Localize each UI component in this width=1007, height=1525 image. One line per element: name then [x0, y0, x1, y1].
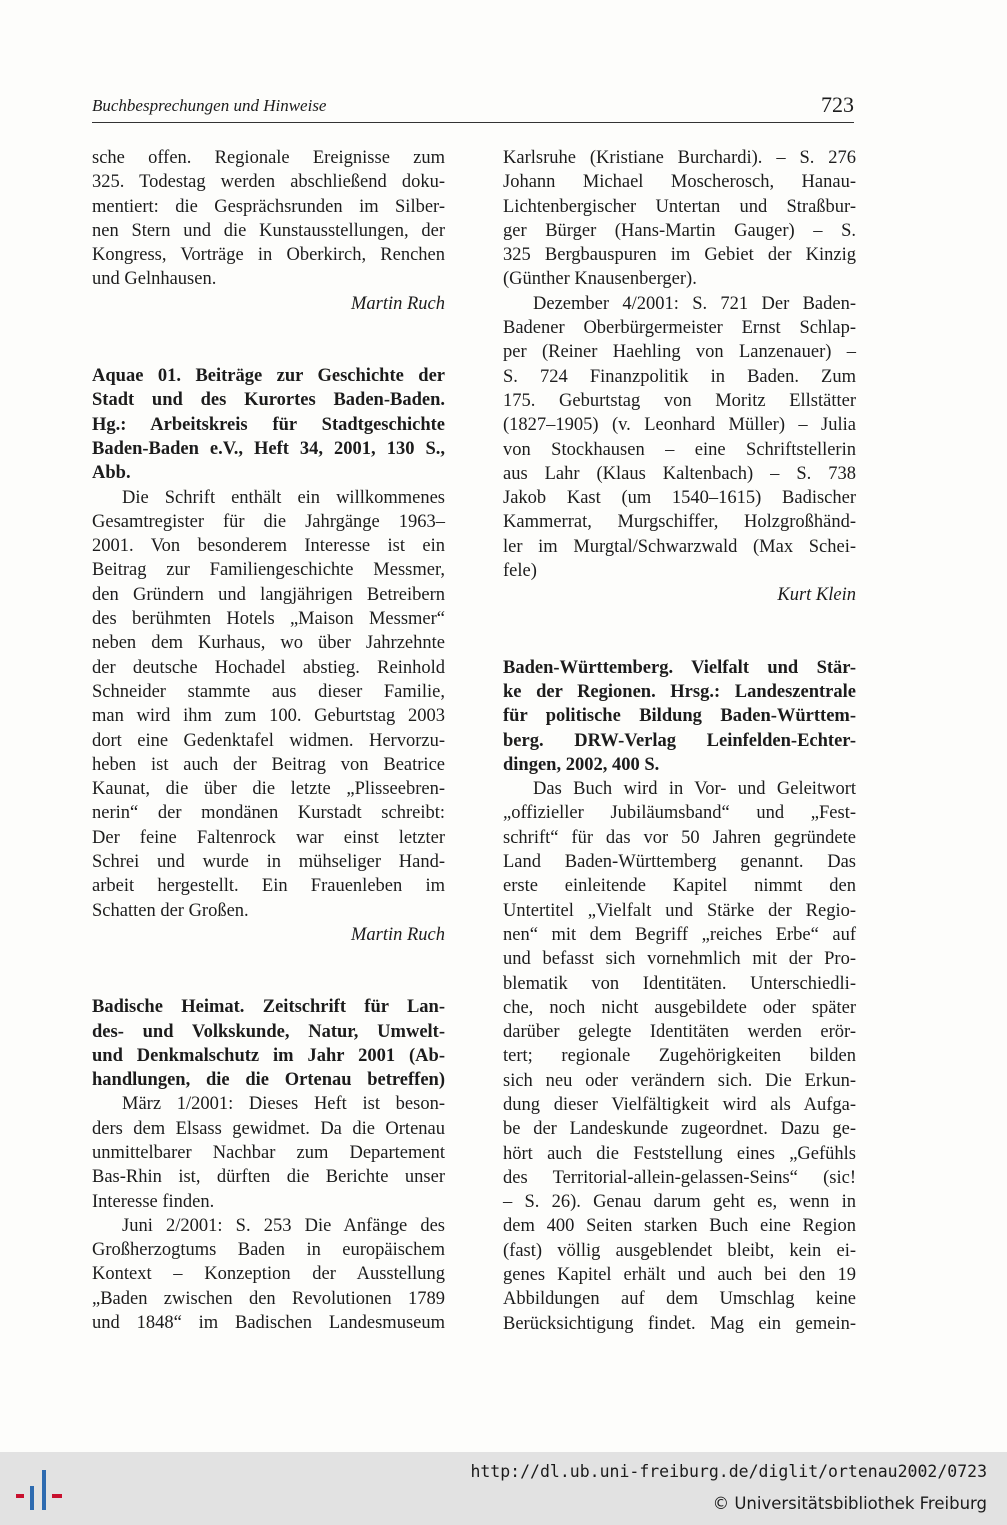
- review-title-line: und Denkmalschutz im Jahr 2001 (Ab-: [92, 1045, 445, 1066]
- text-line: ger Bürger (Hans-Martin Gauger) – S.: [503, 220, 856, 241]
- text-line: und befasst sich vornehmlich mit der Pro-: [503, 949, 856, 970]
- text-line: Kontext – Konzeption der Ausstellung: [92, 1264, 445, 1285]
- text-line: Der feine Faltenrock war einst letzter: [92, 827, 445, 848]
- text-line: dung dieser Vielfältigkeit wird als Aufga-: [503, 1094, 856, 1115]
- review-signature: Martin Ruch: [350, 924, 445, 945]
- text-line: Gesamtregister für die Jahrgänge 1963–: [92, 511, 445, 532]
- source-url-link[interactable]: http://dl.ub.uni-freiburg.de/diglit/ortenau2002/0723: [470, 1462, 987, 1481]
- text-line: mentiert: die Gesprächsrunden im Silber-: [92, 196, 445, 217]
- text-line: be der Landeskunde zugeordnet. Dazu ge-: [503, 1119, 856, 1140]
- review-baden-wuerttemberg: [503, 656, 856, 1336]
- text-line: ler im Murgtal/Schwarzwald (Max Schei-: [503, 536, 856, 557]
- page-header: [92, 86, 854, 123]
- text-line: Kaunat, die über die letzte „Plisseebren-: [92, 779, 445, 800]
- text-line: des Territorial-allein-gelassen-Seins“ (sic!: [503, 1167, 856, 1188]
- text-line: man wird ihm zum 100. Geburtstag 2003: [92, 706, 445, 727]
- text-line: „offizieller Jubiläumsband“ und „Fest-: [503, 803, 856, 824]
- text-line: sche offen. Regionale Ereignisse zum: [92, 148, 445, 168]
- text-line: Kammerrat, Murgschiffer, Holzgroßhänd-: [503, 512, 856, 533]
- text-line: Beitrag zur Familiengeschichte Messmer,: [92, 560, 445, 581]
- review-title-line: Baden-Baden e.V., Heft 34, 2001, 130 S.,: [92, 438, 445, 459]
- footer-bar: [0, 1452, 1007, 1525]
- review-title-line: des- und Volkskunde, Natur, Umwelt-: [92, 1021, 445, 1042]
- text-line: che, noch nicht ausgebildete oder später: [503, 997, 856, 1018]
- text-line: (Günther Knausenberger).: [503, 269, 697, 290]
- page-number: 723: [821, 92, 854, 117]
- text-line: blematik von Identitäten. Unterschiedli-: [503, 973, 856, 994]
- text-line: Das Buch wird in Vor- und Geleitwort: [533, 779, 856, 800]
- text-line: nen“ mit dem Begriff „reiches Erbe“ auf: [503, 924, 856, 945]
- text-line: hört auch die Feststellung eines „Gefühls: [503, 1143, 856, 1164]
- text-line: Berücksichtigung findet. Mag ein gemein-: [503, 1313, 856, 1334]
- text-line: (1827–1905) (v. Leonhard Müller) – Julia: [503, 415, 856, 436]
- text-line: fele): [503, 561, 537, 582]
- text-line: Lichtenbergischer Untertan und Straßbur-: [503, 196, 856, 217]
- text-line: erste einleitende Kapitel nimmt den: [503, 876, 856, 897]
- review-badische-heimat-continuation: [503, 146, 856, 608]
- text-line: darüber gelegte Identitäten werden erör-: [503, 1022, 856, 1043]
- text-line: Kongress, Vorträge in Oberkirch, Renchen: [92, 245, 445, 266]
- text-line: Untertitel „Vielfalt und Stärke der Regio-: [503, 900, 856, 921]
- text-line: 175. Geburtstag von Moritz Ellstätter: [503, 390, 856, 411]
- text-line: per (Reiner Haehling von Lanzenauer) –: [503, 342, 856, 363]
- text-line: von Stockhausen – eine Schriftstellerin: [503, 439, 856, 460]
- right-column: [503, 146, 856, 1336]
- text-line: Interesse finden.: [92, 1191, 215, 1212]
- text-line: nen Stern und die Kunstausstellungen, der: [92, 220, 445, 241]
- text-line: Abbildungen auf dem Umschlag keine: [503, 1289, 856, 1310]
- left-column: [92, 146, 445, 1335]
- review-title-line: Abb.: [92, 463, 131, 484]
- text-line: aus Lahr (Klaus Kaltenbach) – S. 738: [503, 463, 856, 484]
- review-title-line: Baden-Württemberg. Vielfalt und Stär-: [503, 657, 856, 678]
- text-line: arbeit hergestellt. Ein Frauenleben im: [92, 876, 445, 897]
- review-title-line: Hg.: Arbeitskreis für Stadtgeschichte: [92, 414, 445, 435]
- text-line: Jakob Kast (um 1540–1615) Badischer: [503, 488, 856, 509]
- text-line: tert; regionale Zugehörigkeiten bilden: [503, 1046, 856, 1067]
- text-line: den Gründern und langjährigen Betreibern: [92, 584, 445, 605]
- text-line: S. 724 Finanzpolitik in Baden. Zum: [503, 366, 856, 387]
- text-line: Schrei und wurde in mühseliger Hand-: [92, 852, 445, 873]
- text-line: genes Kapitel erhält und auch bei den 19: [503, 1265, 856, 1286]
- text-line: Schatten der Großen.: [92, 900, 249, 921]
- text-line: Badener Oberbürgermeister Ernst Schlap-: [503, 318, 856, 339]
- text-line: März 1/2001: Dieses Heft ist beson-: [122, 1094, 445, 1115]
- review-signature: Martin Ruch: [350, 293, 445, 314]
- text-line: und Gelnhausen.: [92, 269, 217, 290]
- text-line: Dezember 4/2001: S. 721 Der Baden-: [533, 293, 856, 314]
- text-line: „Baden zwischen den Revolutionen 1789: [92, 1288, 445, 1309]
- review-title-line: für politische Bildung Baden-Württem-: [503, 706, 856, 727]
- review-title-line: handlungen, die die Ortenau betreffen): [92, 1070, 445, 1091]
- text-line: der deutsche Hochadel abstieg. Reinhold: [92, 657, 445, 678]
- review-aquae: [92, 364, 445, 947]
- text-line: sich neu oder verändern sich. Die Erkun-: [503, 1070, 856, 1091]
- text-line: schrift“ für das vor 50 Jahren gegründete: [503, 827, 856, 848]
- text-line: 325 Bergbauspuren im Gebiet der Kinzig: [503, 245, 856, 266]
- text-line: und 1848“ im Badischen Landesmuseum: [92, 1313, 445, 1334]
- review-badische-heimat: [92, 995, 445, 1335]
- text-line: neben dem Kurhaus, wo über Jahrzehnte: [92, 633, 445, 654]
- text-line: Schneider stammte aus dieser Familie,: [92, 681, 445, 702]
- review-title-line: dingen, 2002, 400 S.: [503, 754, 660, 775]
- text-line: Bas-Rhin ist, dürften die Berichte unser: [92, 1167, 445, 1188]
- text-line: ders dem Elsass gewidmet. Da die Ortenau: [92, 1118, 445, 1139]
- review-title-line: Badische Heimat. Zeitschrift für Lan-: [92, 997, 445, 1018]
- text-line: Die Schrift enthält ein willkommenes: [122, 487, 445, 508]
- review-title-line: Stadt und des Kurortes Baden-Baden.: [92, 390, 445, 411]
- text-line: 2001. Von besonderem Interesse ist ein: [92, 536, 445, 557]
- review-title-line: ke der Regionen. Hrsg.: Landeszentrale: [503, 681, 856, 702]
- running-title: Buchbesprechungen und Hinweise: [92, 96, 327, 115]
- text-line: Land Baden-Württemberg genannt. Das: [503, 852, 856, 873]
- text-line: Johann Michael Moscherosch, Hanau-: [503, 172, 856, 193]
- text-line: Großherzogtums Baden in europäischem: [92, 1240, 445, 1261]
- text-line: (fast) völlig ausgeblendet bleibt, kein ei-: [503, 1240, 856, 1261]
- text-line: unmittelbarer Nachbar zum Departement: [92, 1142, 445, 1163]
- text-line: nerin“ der mondänen Kurstadt schreibt:: [92, 803, 445, 824]
- ub-freiburg-logo-icon: [14, 1466, 66, 1512]
- review-signature: Kurt Klein: [777, 585, 856, 606]
- text-line: dem 400 Seiten starken Buch eine Region: [503, 1216, 856, 1237]
- text-line: Karlsruhe (Kristiane Burchardi). – S. 276: [503, 148, 856, 168]
- text-line: – S. 26). Genau darum geht es, wenn in: [503, 1192, 856, 1213]
- copyright-notice: © Universitätsbibliothek Freiburg: [712, 1494, 987, 1513]
- text-line: dort eine Gedenktafel widmen. Hervorzu-: [92, 730, 445, 751]
- review-title-line: Aquae 01. Beiträge zur Geschichte der: [92, 366, 445, 387]
- text-line: 325. Todestag werden abschließend doku-: [92, 172, 445, 193]
- review-1-continuation: [92, 146, 445, 316]
- text-line: heben ist auch der Beitrag von Beatrice: [92, 754, 445, 775]
- review-title-line: berg. DRW-Verlag Leinfelden-Echter-: [503, 730, 856, 751]
- text-line: Juni 2/2001: S. 253 Die Anfänge des: [122, 1215, 445, 1236]
- text-line: des berühmten Hotels „Maison Messmer“: [92, 609, 445, 630]
